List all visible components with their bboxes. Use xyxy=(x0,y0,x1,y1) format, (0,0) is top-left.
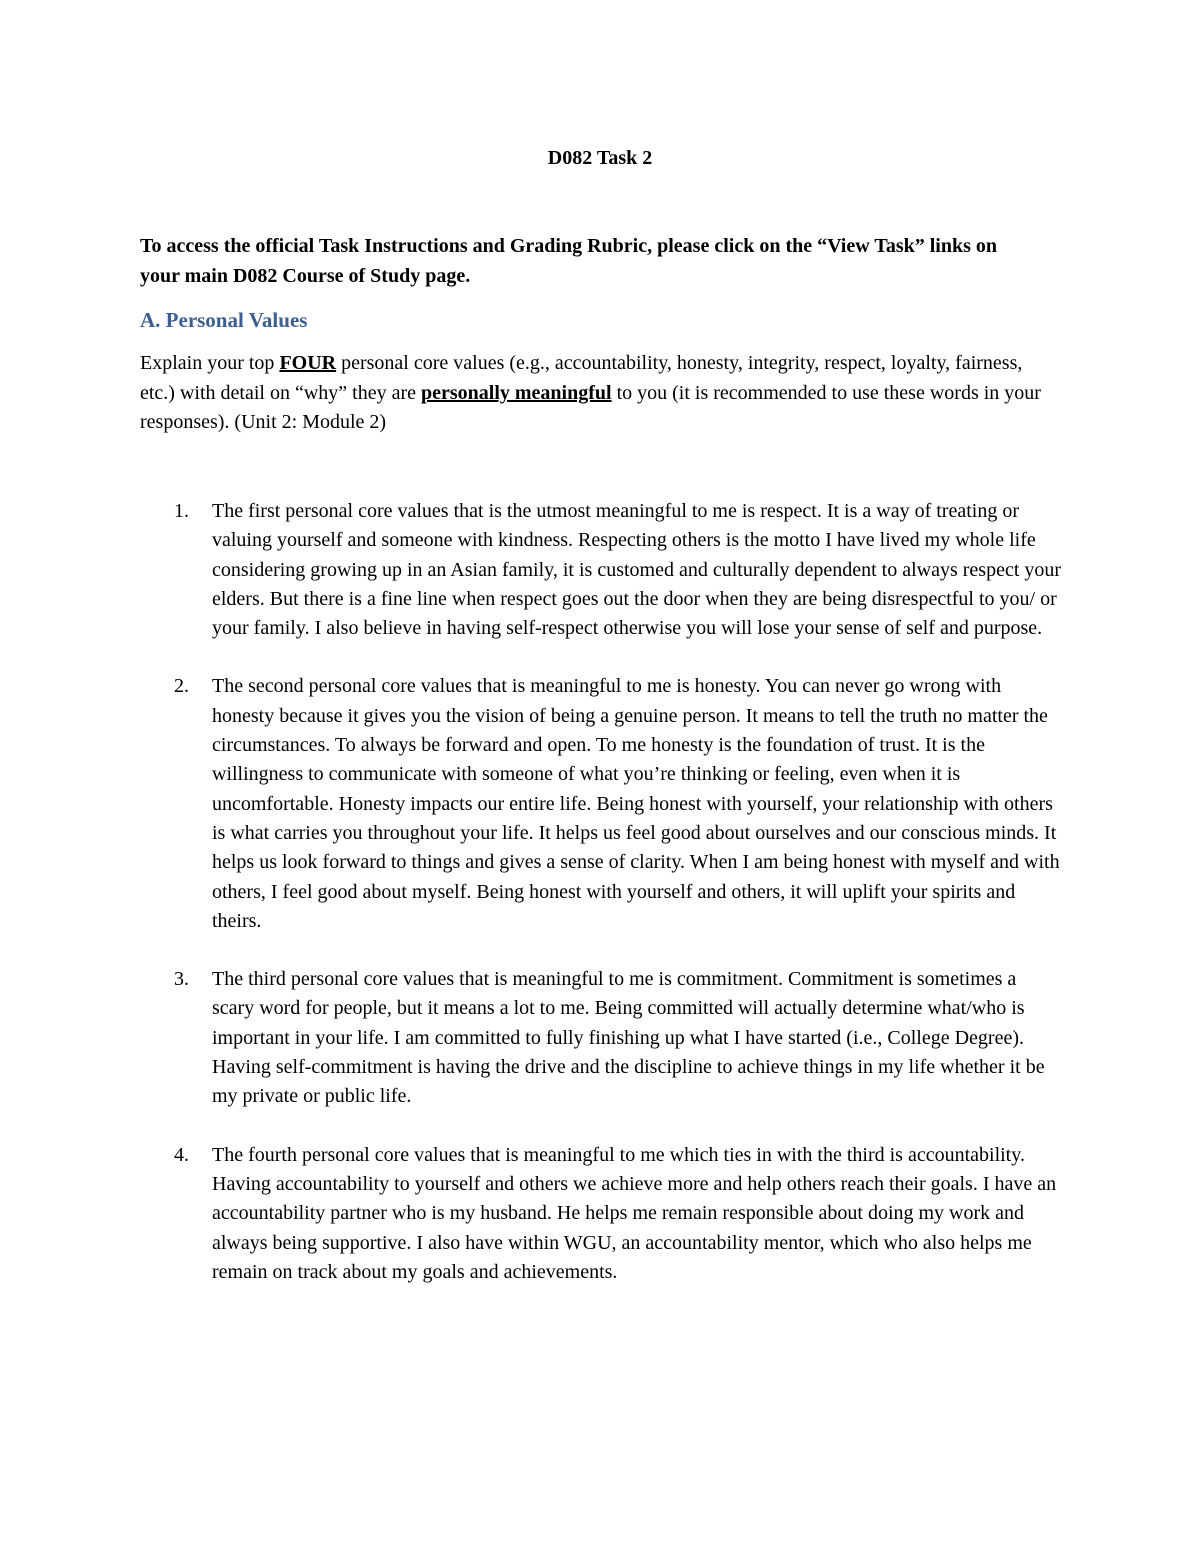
list-item xyxy=(140,672,1062,936)
prompt-emphasis-meaningful: personally meaningful xyxy=(421,381,612,404)
prompt-emphasis-four: FOUR xyxy=(279,352,337,374)
list-item xyxy=(140,497,1062,643)
prompt-text: to you (it is recommended to use these words in your responses). (Unit 2: Module 2) xyxy=(140,381,1041,433)
list-item-number: 1. xyxy=(174,500,189,522)
prompt-paragraph xyxy=(140,349,1060,438)
list-item-text: The fourth personal core values that is meaningful to me which ties in with the third is accountability. Having accountability to yourself and others we achieve more and help others reach their goals. I have an accountability partner who is my husband. He helps me remain responsible about doing my work and always being supportive. I also have within WGU, an accountability mentor, which who also helps me remain on track about my goals and achievements. xyxy=(212,1143,1057,1283)
list-item-text: The second personal core values that is meaningful to me is honesty. You can never go wrong with honesty because it gives you the vision of being a genuine person. It means to tell the truth no matter the circumstances. To always be forward and open. To me honesty is the foundation of trust. It is the willingness to communicate with someone of what you’re thinking or feeling, even when it is uncomfortable. Honesty impacts our entire life. Being honest with yourself, your relationship with others is what carries you throughout your life. It helps us feel good about ourselves and our conscious minds. It helps us look forward to things and gives a sense of clarity. When I am being honest with myself and with others, I feel good about myself. Being honest with yourself and others, it will uplift your spirits and theirs. xyxy=(212,675,1060,932)
list-item-number: 3. xyxy=(174,968,189,991)
prompt-text: personal core values (e.g., accountability, honesty, integrity, respect, loyalty, fairness, etc.) with detail on “why” they are xyxy=(140,352,1023,404)
list-item xyxy=(140,965,1062,1111)
prompt-text: Explain your top xyxy=(140,352,280,374)
list-item-text: The third personal core values that is meaningful to me is commitment. Commitment is sometimes a scary word for people, but it means a lot to me. Being committed will actually determine what/who is important in your life. I am committed to fully finishing up what I have started (i.e., College Degree). Having self-commitment is having the drive and the discipline to achieve things in my life whether it be my private or public life. xyxy=(212,968,1045,1108)
section-heading: A. Personal Values xyxy=(140,308,308,332)
list-item-text: The first personal core values that is the utmost meaningful to me is respect. It is a way of treating or valuing yourself and someone with kindness. Respecting others is the motto I have lived my whole life considering growing up in an Asian family, it is customed and culturally dependent to always respect your elders. But there is a fine line when respect goes out the door when they are being disrespectful to you/ or your family. I also believe in having self-respect otherwise you will lose your sense of self and purpose. xyxy=(212,500,1062,640)
list-item-number: 2. xyxy=(174,675,189,698)
list-item xyxy=(140,1141,1062,1287)
task-instructions: To access the official Task Instructions and Grading Rubric, please click on the “View Task” links on your main D082 Course of Study page. xyxy=(140,235,997,287)
list-item-number: 4. xyxy=(174,1143,189,1166)
document-title: D082 Task 2 xyxy=(547,147,653,169)
answers-list xyxy=(140,497,1062,1316)
